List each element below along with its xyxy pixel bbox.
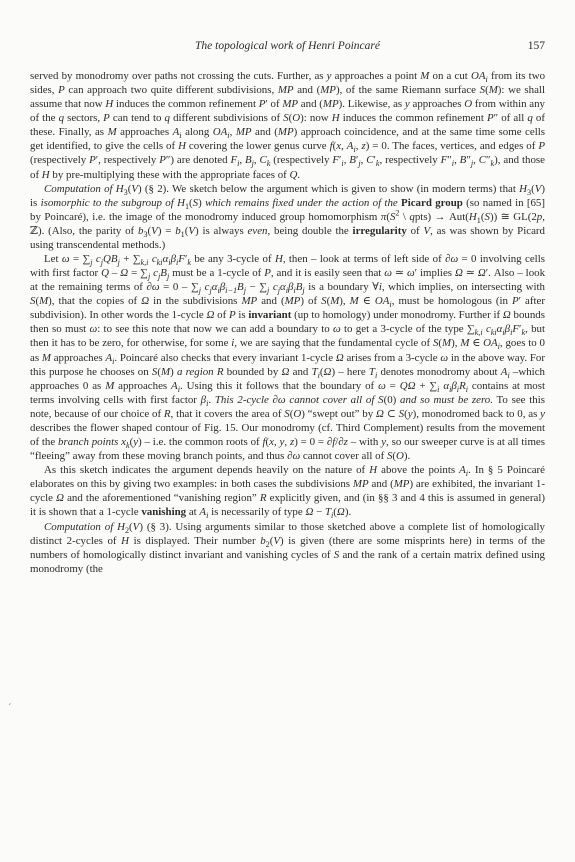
- body-text: [30, 69, 545, 576]
- paragraph-p3: Let $\omega = \sum_j$ $c_jQB_j + \sum_{k,i}$ $c_{ki}\alpha_i\beta_iF'_k$ be any 3-cycle of H, then – look at terms of left side of ∂ω = 0 involving cells with first factor $Q - \Omega = \sum_j$ $c_jB_j$ must be a 1-cycle of P, and it is easily seen that ω ≃ ω′ implies Ω ≃ Ω′. Also – look at the remaining terms of $\partial\omega = 0 - \sum_j$ $c_j\alpha_i\beta_{i-1}B_j - \sum_j$ $c_j\alpha_i\beta_iB_j$ is a boundary ∀i, which implies, on intersecting with S(M), that the copies of Ω in the subdivisions MP and (MP) of S(M), M ∈ $OA_i$, must be homologous (in P′ after subdivision). In other words the 1-cycle Ω of P is invariant (up to homology) under monodromy. Further if Ω bounds then so must ω: to see this note that now we can add a boundary to ω to get a 3-cycle of the type $\sum_{k,i}$ $c_{ki}\alpha_i\beta_iF'_k$, but then it has to be zero, for otherwise, for some i, we are saying that the fundamental cycle of S(M), M ∈ $OA_i$, goes to 0 as M approaches $A_i$. Poincaré also checks that every invariant 1-cycle Ω arises from a 3-cycle ω in the above way. For this purpose he chooses on S(M) a region R bounded by Ω and $T_i(\Omega)$ – here $T_i$ denotes monodromy about $A_i$ –which approaches 0 as M approaches $A_i$. Using this it follows that the boundary of $\omega = Q\Omega + \sum_i$ $\alpha_i\beta_iR_i$ contains at most terms involving cells with first factor $\beta_i$. This 2-cycle ∂ω cannot cover all of S(0) and so must be zero. To see this note, because of our choice of R, that it covers the area of S(O) “swept out” by Ω ⊂ S(y), monodromed back to 0, as y describes the flower shaped contour of Fig. 15. Our monodromy (cf. Third Complement) results from the movement of the branch points $x_k(y) - i.e$. the common roots of f(x, y, z) = 0 = ∂f/∂z – with y, so our sweeper curve is at all times “fleeing” away from these moving branch points, and thus ∂ω cannot cover all of S(O).: [30, 253, 546, 463]
- margin-mark: ´: [8, 702, 12, 714]
- paragraph-p1: served by monodromy over paths not crossing the cuts. Further, as y approaches a point M on a cut $OA_i$ from its two sides, P can approach two quite different subdivisions, MP and (MP), of the same Riemann surface S(M): we shall assume that now H induces the common refinement P′ of MP and (MP). Likewise, as y approaches O from within any of the q sectors, P can tend to q different subdivisions of S(O): now H induces the common refinement P″ of all q of these. Finally, as M approaches $A_i$ along $OA_i$, MP and (MP) approach coincidence, and at the same time some cells get identified, to give the cells of H covering the lower genus curve f(x, $A_i$, z) = 0. The faces, vertices, and edges of P (respectively P′, respectively P″) are denoted $F_i$, $B_j$, $C_k$ (respectively $F'_i$, $B'_j$, $C'_k$, respectively $F''_i$, $B''_j$, $C''_k$), and those of H by pre-multiplying these with the appropriate faces of Q.: [30, 70, 546, 181]
- page-number: 157: [527, 40, 545, 52]
- paragraph-p2: Computation of $H_3(V)$ (§ 2). We sketch below the argument which is given to show (in modern terms) that $H_3(V)$ is isomorphic to the subgroup of $H_1(S)$ which remains fixed under the action of the Picard group (so named in [65] by Poincaré), i.e. the image of the monodromy induced group homomorphism $\pi(S^2$ \ qpts) → $Aut(H_1(S))$ ≅ GL(2p, ℤ). (Also, the parity of $b_3(V) = b_1(V)$ is always even, being double the irregularity of V, as was shown by Picard using transcendental methods.): [30, 182, 545, 251]
- running-title: The topological work of Henri Poincaré: [195, 40, 380, 52]
- paragraph-p5: Computation of $H_2(V)$ (§ 3). Using arguments similar to those sketched above a complete list of homologically distinct 2-cycles of H is displayed. Their number $b_2(V)$ is given (there are some misprints here) in terms of the numbers of homologically distinct invariant and vanishing cycles of S and the rank of a certain matrix defined using monodromy (the: [30, 520, 545, 575]
- page-header: [30, 40, 545, 56]
- paragraph-p4: As this sketch indicates the argument depends heavily on the nature of H above the points $A_i$. In § 5 Poincaré elaborates on this by giving two examples: in both cases the subdivisions MP and (MP) are exhibited, the invariant 1-cycle Ω and the aforementioned “vanishing region” R explicitly given, and (in §§ 3 and 4 this is assumed in general) it is shown that a 1-cycle vanishing at $A_i$ is necessarily of type $\Omega - T_i(\Omega)$.: [30, 464, 546, 521]
